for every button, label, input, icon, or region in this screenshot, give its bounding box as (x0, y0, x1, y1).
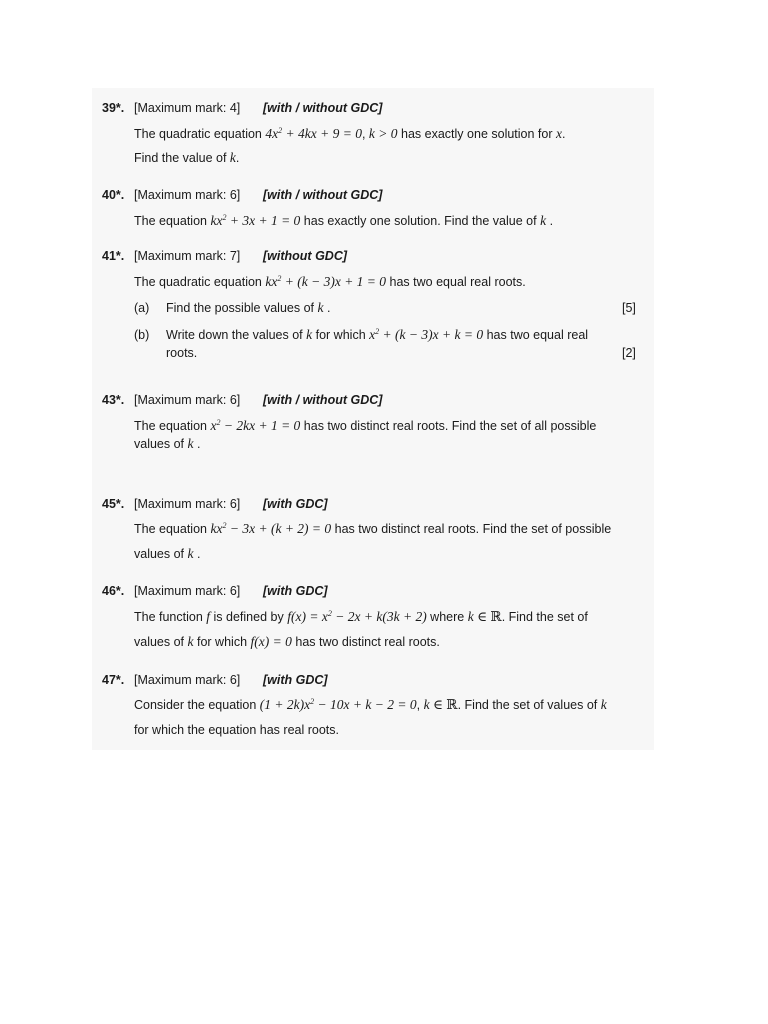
question-number: 41*. (102, 249, 125, 263)
part-label: (b) (134, 328, 150, 342)
gdc-indicator: [with GDC] (263, 673, 328, 687)
max-mark: [Maximum mark: 6] (134, 584, 241, 598)
question-number: 40*. (102, 188, 125, 202)
math-variable: k (600, 697, 607, 712)
question-text: The equation (134, 522, 207, 536)
gdc-indicator: [with GDC] (263, 497, 328, 511)
max-mark: [Maximum mark: 6] (134, 673, 241, 687)
question-line (134, 609, 588, 625)
part-marks: [2] (622, 346, 636, 360)
question-number: 46*. (102, 584, 125, 598)
question-text: is defined by (213, 610, 284, 624)
question-text: values of (134, 635, 185, 649)
question-text: has exactly one solution. Find the value of (303, 214, 537, 228)
math-variable: k (187, 546, 194, 561)
gdc-indicator: [with / without GDC] (263, 188, 383, 202)
punctuation: . (235, 151, 240, 165)
question-text: for which (197, 635, 248, 649)
question-text: values of (134, 437, 185, 451)
question-number: 43*. (102, 393, 125, 407)
math-expression: $x^2 - 2kx + 1 = 0$ (210, 418, 301, 433)
question-text: has two equal real roots. (389, 275, 526, 289)
math-variable: k (317, 300, 324, 315)
punctuation: . (197, 437, 201, 451)
question-text: has exactly one solution for (401, 127, 553, 141)
math-variable: k (229, 150, 236, 165)
math-variable: k (187, 634, 194, 649)
math-variable: f (206, 609, 211, 624)
gdc-indicator: [with / without GDC] (263, 393, 383, 407)
math-expression: $kx^2 - 3x + (k + 2) = 0$ (210, 521, 332, 536)
punctuation: . (549, 214, 554, 228)
question-text: The function (134, 610, 203, 624)
gdc-indicator: [with / without GDC] (263, 101, 383, 115)
question-line (134, 418, 596, 434)
question-text: Find the value of (134, 151, 227, 165)
math-expression: k > 0 (368, 126, 398, 141)
question-text: for which (315, 328, 366, 342)
math-expression: $f(x) = x^2 - 2x + k(3k + 2)$ (287, 609, 427, 624)
math-variable: k (187, 436, 194, 451)
math-expression: k ∈ ℝ (467, 609, 502, 624)
punctuation: . (326, 301, 331, 315)
question-text: . Find the set of (501, 610, 588, 624)
punctuation: , (361, 127, 366, 141)
question-line (134, 126, 565, 142)
question-text: values of (134, 547, 185, 561)
max-mark: [Maximum mark: 6] (134, 393, 241, 407)
part-b-text (166, 327, 588, 343)
question-text: where (430, 610, 465, 624)
question-text: Consider the equation (134, 698, 257, 712)
punctuation: , (416, 698, 421, 712)
math-expression: $kx^2 + (k - 3)x + 1 = 0$ (265, 274, 387, 289)
question-line (134, 150, 239, 166)
question-text: Find the possible values of (166, 301, 315, 315)
question-text: Write down the values of (166, 328, 303, 342)
gdc-indicator: [with GDC] (263, 584, 328, 598)
question-line (134, 521, 611, 537)
math-variable: k (540, 213, 547, 228)
question-line (134, 274, 526, 290)
math-expression: $(1 + 2k)x^2 - 10x + k - 2 = 0$ (259, 697, 417, 712)
math-expression: k ∈ ℝ (423, 697, 458, 712)
math-expression: $x^2 + (k - 3)x + k = 0$ (369, 327, 484, 342)
max-mark: [Maximum mark: 6] (134, 497, 241, 511)
max-mark: [Maximum mark: 7] (134, 249, 241, 263)
question-text: The quadratic equation (134, 127, 262, 141)
punctuation: . (562, 127, 566, 141)
question-number: 47*. (102, 673, 125, 687)
math-expression: $kx^2 + 3x + 1 = 0$ (210, 213, 301, 228)
question-text: has two distinct real roots. Find the set of all possible (303, 419, 597, 433)
question-line (134, 722, 339, 738)
question-line (134, 213, 553, 229)
question-text: . Find the set of values of (457, 698, 598, 712)
question-text: The quadratic equation (134, 275, 262, 289)
question-text: roots. (166, 346, 198, 360)
question-text: The equation (134, 214, 207, 228)
part-a-text (166, 300, 330, 316)
part-marks: [5] (622, 301, 636, 315)
math-expression: $4x^2 + 4kx + 9 = 0$ (265, 126, 362, 141)
question-text: has two distinct real roots. Find the set of possible (334, 522, 612, 536)
max-mark: [Maximum mark: 4] (134, 101, 241, 115)
question-text: The equation (134, 419, 207, 433)
punctuation: . (197, 547, 201, 561)
question-line (134, 546, 200, 562)
question-text: for which the equation has real roots. (134, 723, 339, 737)
question-text: has two distinct real roots. (295, 635, 440, 649)
gdc-indicator: [without GDC] (263, 249, 348, 263)
question-line (134, 436, 200, 452)
part-label: (a) (134, 301, 150, 315)
question-number: 39*. (102, 101, 125, 115)
question-number: 45*. (102, 497, 125, 511)
max-mark: [Maximum mark: 6] (134, 188, 241, 202)
question-line (134, 634, 440, 650)
question-text: has two equal real (486, 328, 589, 342)
math-expression: f(x) = 0 (250, 634, 292, 649)
math-variable: k (306, 327, 313, 342)
math-variable: x (556, 126, 562, 141)
question-line (134, 697, 607, 713)
